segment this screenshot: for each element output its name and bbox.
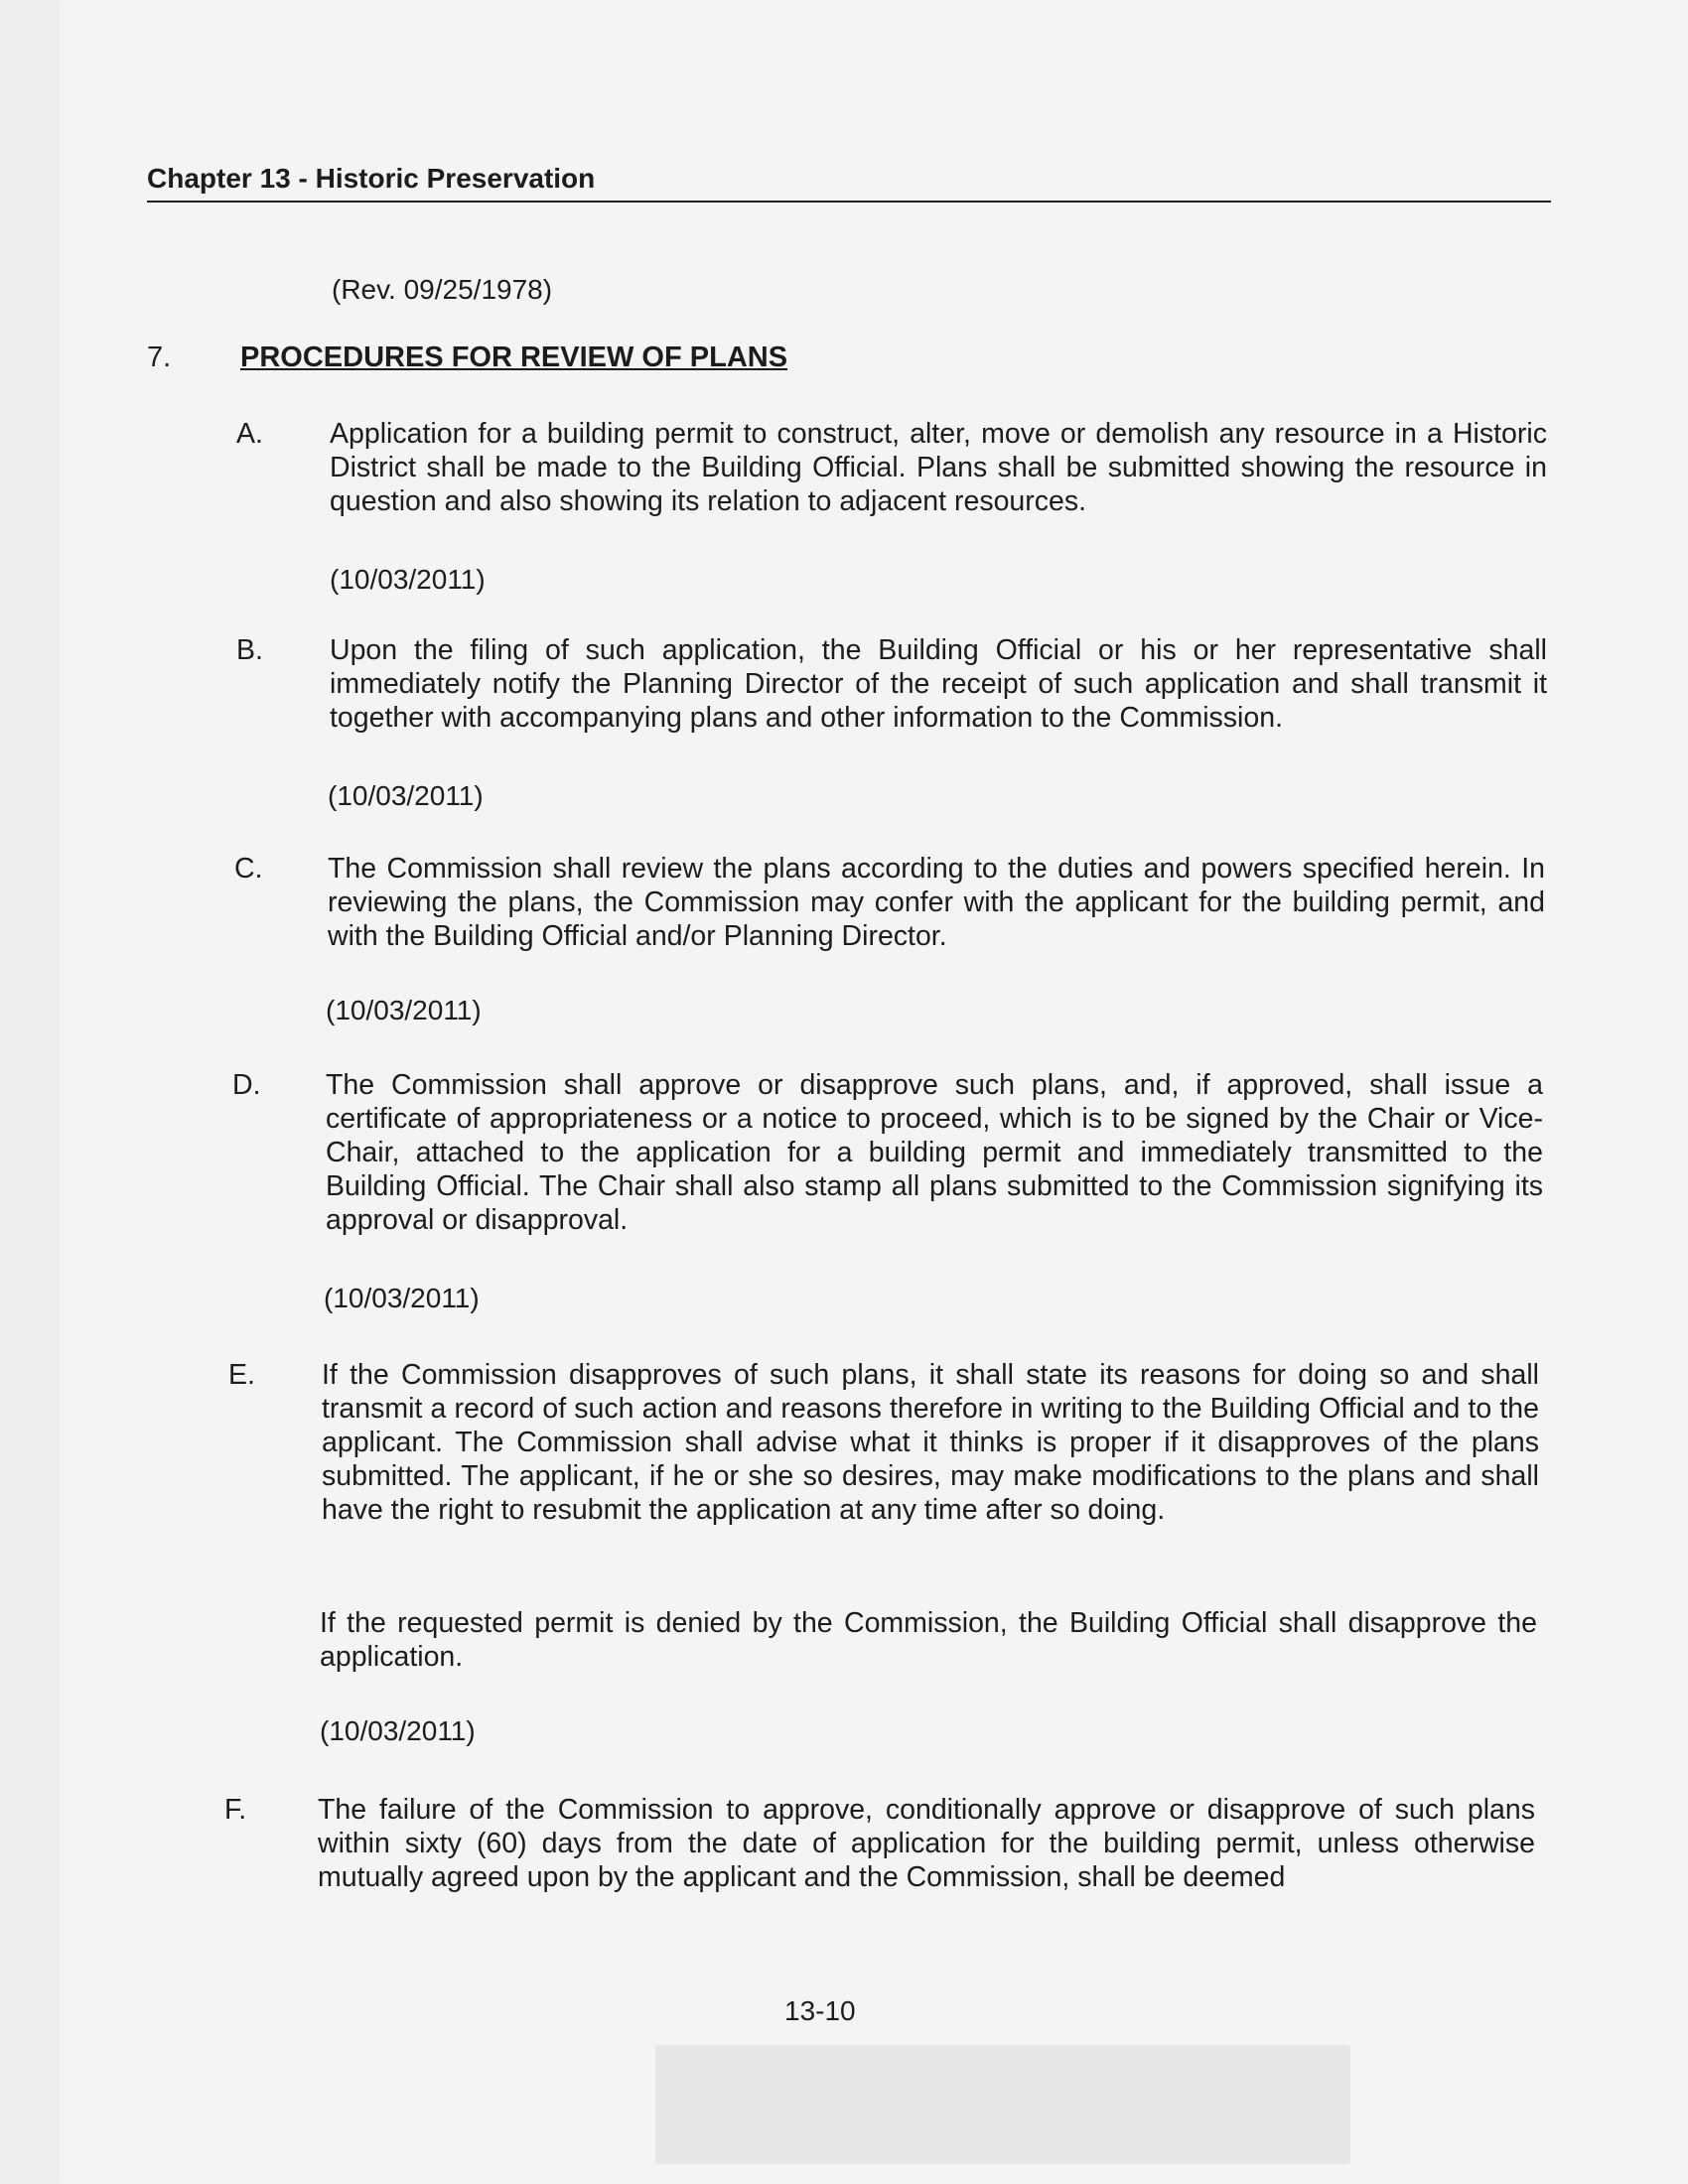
- page-number: 13-10: [784, 1995, 856, 2026]
- item-text: Upon the filing of such application, the Building Official or his or her representative shall immediately notify the Planning Director of the receipt of such application and shall transmit it together with accompanying plans and other information to the Commission.: [330, 634, 1547, 734]
- item-letter: F.: [224, 1794, 247, 1826]
- item-text: If the Commission disapproves of such plans, it shall state its reasons for doing so and shall transmit a record of such action and reasons therefore in writing to the Building Official and to the applicant. The Commission shall advise what it thinks is proper if it disapproves of the plans submitted. The applicant, if he or she so desires, may make modifications to the plans and shall have the right to resubmit the application at any time after so doing.: [322, 1359, 1539, 1526]
- item-text: The failure of the Commission to approve, conditionally approve or disapprove of such plans within sixty (60) days from the date of application for the building permit, unless otherwise mutually agreed upon by the applicant and the Commission, shall be deemed: [318, 1794, 1535, 1893]
- item-text: The Commission shall review the plans according to the duties and powers specified herein. In reviewing the plans, the Commission may confer with the applicant for the building permit, and with the Building Official and/or Planning Director.: [328, 853, 1545, 952]
- item-letter: A.: [236, 418, 263, 450]
- scan-shadow: [655, 2045, 1350, 2164]
- scan-edge: [0, 0, 60, 2184]
- item-text: Application for a building permit to construct, alter, move or demolish any resource in a Historic District shall be made to the Building Official. Plans shall be submitted showing the resource in question and also showing its relation to adjacent resources.: [330, 418, 1547, 517]
- item-note: If the requested permit is denied by the Commission, the Building Official shall disapprove the application.: [320, 1607, 1537, 1673]
- item-text: The Commission shall approve or disapprove such plans, and, if approved, shall issue a certificate of appropriateness or a notice to proceed, which is to be signed by the Chair or Vice- Chair, attached to the application for a building permit and immediately transmitted to the Building Official. The Chair shall also stamp all plans submitted to the Commission signifying its approval or disapproval.: [326, 1069, 1543, 1236]
- item-letter: E.: [228, 1359, 255, 1391]
- section-number: 7.: [147, 341, 172, 373]
- section-title: PROCEDURES FOR REVIEW OF PLANS: [240, 341, 788, 373]
- chapter-header: [147, 163, 1551, 203]
- amendment-date: (10/03/2011): [330, 564, 486, 595]
- item-letter: B.: [236, 634, 263, 666]
- amendment-date: (10/03/2011): [320, 1715, 476, 1746]
- item-letter: C.: [234, 853, 263, 885]
- amendment-date: (10/03/2011): [326, 995, 482, 1025]
- amendment-date: (10/03/2011): [324, 1283, 480, 1313]
- amendment-date: (10/03/2011): [328, 780, 484, 811]
- revision-date: (Rev. 09/25/1978): [332, 274, 553, 305]
- chapter-title: Chapter 13 - Historic Preservation: [147, 163, 596, 194]
- item-letter: D.: [232, 1069, 261, 1101]
